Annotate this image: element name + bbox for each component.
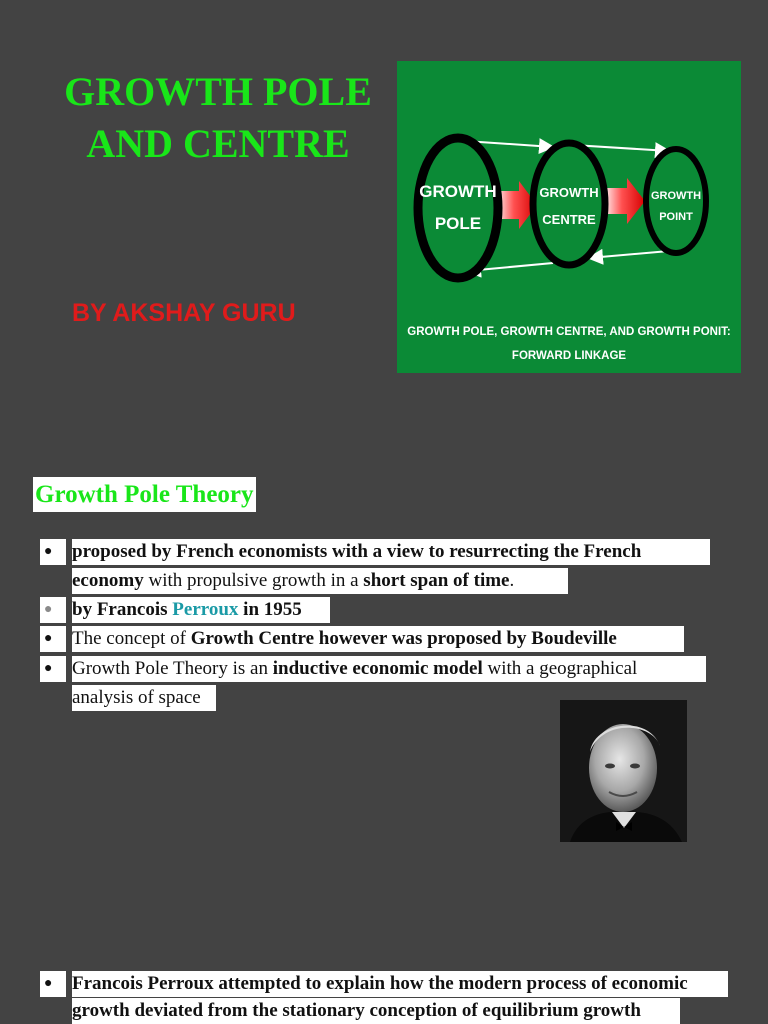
slide-title <box>30 66 406 170</box>
growth-pole-circle <box>418 138 498 278</box>
bold-text: inductive economic model <box>272 658 483 679</box>
bullet-marker: ● <box>40 656 66 682</box>
bullet-2-line-1 <box>72 597 330 623</box>
bold-text: proposed by French economists with a view to resurrecting the French <box>72 541 642 562</box>
bold-text: short span of time <box>363 570 510 591</box>
pole-label-1: GROWTH <box>419 182 497 201</box>
centre-label-2: CENTRE <box>542 212 596 227</box>
diagram-caption-1: GROWTH POLE, GROWTH CENTRE, AND GROWTH PONIT: <box>407 326 731 338</box>
bullet-marker: ● <box>40 539 66 565</box>
title-line-1: GROWTH POLE <box>64 69 372 114</box>
text: analysis of space <box>72 687 201 708</box>
bold-text: economy <box>72 570 144 591</box>
point-label-1: GROWTH <box>650 190 702 202</box>
bold-text: by Francois <box>72 599 173 620</box>
diagram-caption-2: FORWARD LINKAGE <box>511 350 627 362</box>
text: with a geographical <box>482 658 638 679</box>
growth-centre-circle <box>533 143 605 265</box>
bullet-marker: ● <box>40 626 66 652</box>
bold-text: growth deviated from the stationary conception of equilibrium growth <box>72 1000 641 1021</box>
bullet-marker: ● <box>40 971 66 997</box>
bullet-marker: ● <box>40 597 66 623</box>
text: The concept of <box>72 628 191 649</box>
block-arrow-centre-point <box>603 178 645 224</box>
bold-text: Francois Perroux attempted to explain how the modern process of economic <box>72 973 688 994</box>
bullet-3-line-1 <box>72 626 684 652</box>
section-title: Growth Pole Theory <box>33 477 256 512</box>
diagram-svg <box>397 61 741 373</box>
text: Growth Pole Theory is an <box>72 658 273 679</box>
bullet-1-line-2 <box>72 568 568 594</box>
perroux-link[interactable]: Perroux <box>172 599 239 620</box>
bullet-4-line-1 <box>72 656 706 682</box>
title-line-2: AND CENTRE <box>86 121 350 166</box>
author-credit: BY AKSHAY GURU <box>72 299 296 327</box>
portrait-photo <box>560 700 687 842</box>
bullet-1-line-1 <box>72 539 710 565</box>
growth-linkage-diagram <box>397 61 741 373</box>
point-label-2: POINT <box>659 211 693 223</box>
bullet-4-line-2 <box>72 685 216 711</box>
bold-text: in 1955 <box>238 599 302 620</box>
bold-text: Growth Centre however was proposed by Boudeville <box>190 628 617 649</box>
bullet-5-line-2 <box>72 998 680 1024</box>
text: with propulsive growth in a <box>143 570 364 591</box>
bottom-arrow-point-centre <box>589 251 669 258</box>
pole-label-2: POLE <box>434 214 482 233</box>
text: . <box>509 570 515 591</box>
bullet-5-line-1 <box>72 971 728 997</box>
centre-label-1: GROWTH <box>539 185 599 200</box>
